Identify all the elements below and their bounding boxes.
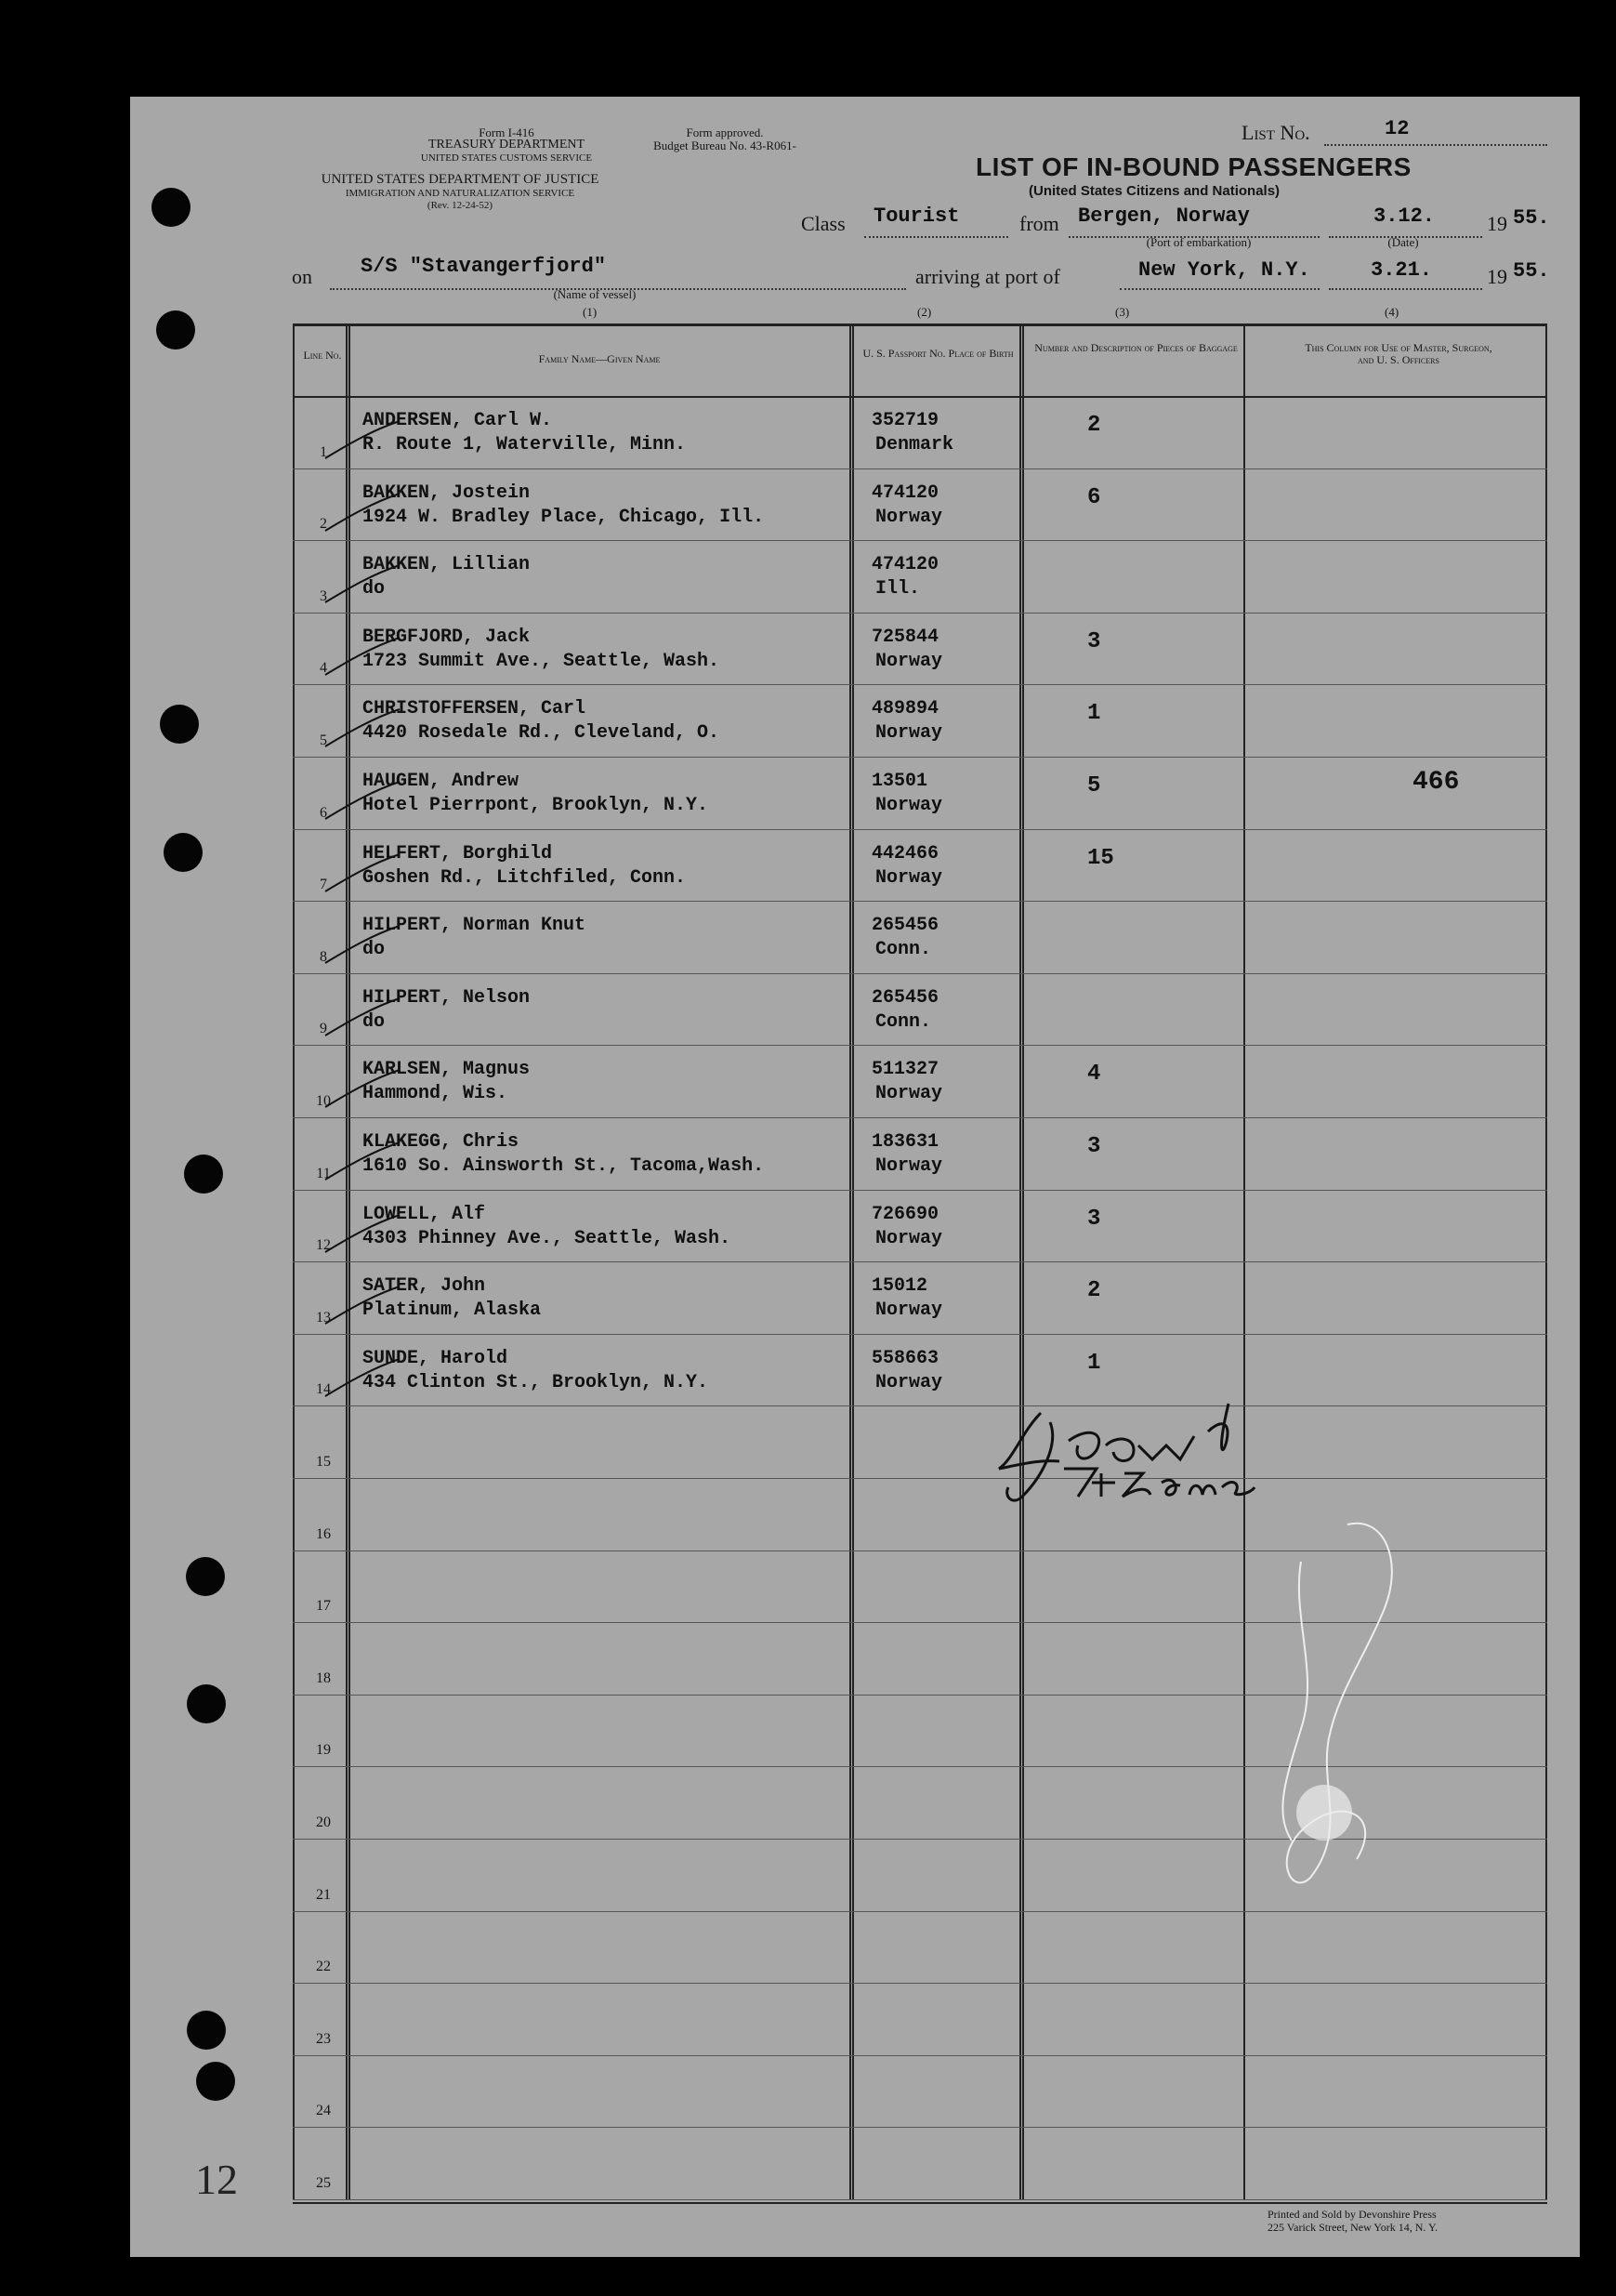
- row-line-number: 12: [316, 1237, 331, 1254]
- row-line-number: 23: [316, 2030, 331, 2047]
- row-line-number: 9: [320, 1021, 327, 1037]
- passport-number: 489894: [872, 698, 939, 720]
- passenger-address: Hotel Pierrpont, Brooklyn, N.Y.: [362, 795, 709, 816]
- page-subtitle: (United States Citizens and Nationals): [1029, 183, 1281, 199]
- place-of-birth: Norway: [875, 1300, 943, 1322]
- binder-hole: [156, 310, 195, 350]
- table-row: [293, 1261, 1547, 1262]
- fiber-artifact: [1236, 1506, 1422, 1906]
- table-row: [293, 613, 1547, 614]
- passport-number: 474120: [872, 554, 939, 576]
- row-line-number: 24: [316, 2103, 331, 2119]
- form-approved: Form approved.: [686, 125, 764, 139]
- arriving-label: arriving at port of: [915, 265, 1060, 288]
- passenger-address: Hammond, Wis.: [362, 1083, 508, 1105]
- column-number-4: (4): [1385, 305, 1399, 319]
- passenger-address: 434 Clinton St., Brooklyn, N.Y.: [362, 1371, 709, 1393]
- baggage-count: 1: [1087, 1350, 1101, 1376]
- baggage-count: 6: [1087, 484, 1101, 510]
- passenger-name: LOWELL, Alf: [362, 1203, 486, 1225]
- row-line-number: 8: [320, 948, 327, 965]
- place-of-birth: Ill.: [875, 578, 921, 600]
- row-line-number: 7: [320, 877, 327, 893]
- officer-note: 466: [1412, 768, 1460, 797]
- table-row: [293, 2199, 1547, 2200]
- arrival-date: 3.21.: [1371, 258, 1433, 282]
- passenger-name: CHRISTOFFERSEN, Carl: [362, 698, 586, 720]
- passenger-address: R. Route 1, Waterville, Minn.: [362, 434, 687, 455]
- passenger-table: [293, 323, 1547, 2204]
- baggage-count: 3: [1087, 1134, 1101, 1159]
- column-number-1: (1): [583, 305, 598, 319]
- passport-number: 442466: [872, 842, 939, 864]
- arrival-port: New York, N.Y.: [1138, 258, 1310, 282]
- port-of-embarkation: Bergen, Norway: [1078, 205, 1250, 228]
- row-line-number: 3: [320, 587, 327, 604]
- binder-hole: [187, 1684, 226, 1723]
- form-id: Form I-416: [479, 125, 534, 139]
- passenger-name: ANDERSEN, Carl W.: [362, 410, 553, 431]
- list-no-label: List No.: [1242, 121, 1310, 144]
- vessel-name: S/S "Stavangerfjord": [361, 255, 607, 278]
- check-mark: [321, 1210, 404, 1257]
- place-of-birth: Norway: [875, 1083, 943, 1105]
- binder-hole: [151, 188, 191, 227]
- embark-year-prefix: 19: [1487, 212, 1507, 235]
- check-mark: [321, 921, 404, 968]
- place-of-birth: Norway: [875, 506, 943, 528]
- table-row: [293, 684, 1547, 685]
- baggage-count: 1: [1087, 701, 1101, 727]
- check-mark: [321, 1065, 404, 1112]
- printer-line-2: 225 Varick Street, New York 14, N. Y.: [1268, 2221, 1439, 2234]
- col-header-officers: This Column for Use of Master, Surgeon, and U. S. Officers: [1305, 341, 1492, 366]
- baggage-count: 15: [1087, 845, 1114, 871]
- table-row: [293, 1405, 1547, 1406]
- binder-hole: [187, 2011, 226, 2050]
- row-line-number: 6: [320, 804, 327, 821]
- budget-bureau: Budget Bureau No. 43-R061-: [653, 139, 796, 152]
- passenger-address: Goshen Rd., Litchfiled, Conn.: [362, 866, 687, 889]
- place-of-birth: Norway: [875, 722, 943, 745]
- passenger-address: 1924 W. Bradley Place, Chicago, Ill.: [362, 506, 765, 528]
- table-row: [293, 2127, 1547, 2128]
- check-mark: [321, 1354, 404, 1401]
- column-number-3: (3): [1115, 305, 1130, 319]
- embark-year: 55.: [1513, 206, 1550, 230]
- place-of-birth: Norway: [875, 795, 943, 816]
- baggage-count: 2: [1087, 413, 1101, 438]
- place-of-birth: Conn.: [875, 939, 932, 961]
- passenger-name: BERGFJORD, Jack: [362, 626, 531, 648]
- passport-number: 183631: [872, 1131, 939, 1153]
- table-row: [293, 757, 1547, 758]
- check-mark: [321, 633, 404, 680]
- passenger-address: do: [362, 939, 386, 961]
- from-label: from: [1019, 212, 1059, 235]
- table-row: [293, 1911, 1547, 1912]
- row-line-number: 21: [316, 1886, 331, 1903]
- table-row: [293, 901, 1547, 902]
- check-mark: [321, 1138, 404, 1184]
- treasury-dept: TREASURY DEPARTMENT: [427, 138, 585, 152]
- customs-service: UNITED STATES CUSTOMS SERVICE: [420, 152, 593, 164]
- row-line-number: 5: [320, 732, 327, 748]
- page-title: LIST OF IN-BOUND PASSENGERS: [976, 152, 1412, 181]
- passport-number: 13501: [872, 771, 928, 792]
- binder-hole: [186, 1557, 225, 1596]
- passenger-name: BAKKEN, Lillian: [362, 554, 531, 576]
- col-header-passport: U. S. Passport No. Place of Birth: [862, 347, 1014, 360]
- baggage-count: 3: [1087, 1206, 1101, 1232]
- passport-number: 15012: [872, 1275, 928, 1298]
- passenger-address: 4303 Phinney Ave., Seattle, Wash.: [362, 1227, 731, 1249]
- row-line-number: 22: [316, 1959, 331, 1975]
- margin-mark: 12: [195, 2156, 238, 2203]
- col-header-line-no: Line No.: [303, 349, 342, 362]
- row-line-number: 13: [316, 1309, 331, 1326]
- row-line-number: 1: [320, 443, 327, 460]
- check-mark: [321, 850, 404, 896]
- table-row: [293, 1045, 1547, 1046]
- place-of-birth: Norway: [875, 1155, 943, 1177]
- passenger-name: KLAKEGG, Chris: [362, 1131, 519, 1153]
- passenger-address: 1723 Summit Ave., Seattle, Wash.: [362, 650, 720, 672]
- binder-hole: [160, 705, 199, 744]
- row-line-number: 18: [316, 1669, 331, 1686]
- on-label: on: [292, 265, 312, 288]
- signature-time: [1022, 1469, 1025, 1470]
- passport-number: 726690: [872, 1203, 939, 1225]
- row-line-number: 2: [320, 516, 327, 533]
- check-mark: [321, 1282, 404, 1328]
- row-line-number: 4: [320, 660, 327, 677]
- passenger-name: HILPERT, Norman Knut: [362, 915, 586, 937]
- arrival-year: 55.: [1513, 259, 1550, 283]
- col-header-baggage: Number and Description of Pieces of Baggage: [1034, 341, 1238, 354]
- class-value: Tourist: [874, 205, 960, 228]
- place-of-birth: Norway: [875, 1227, 943, 1249]
- row-line-number: 20: [316, 1814, 331, 1830]
- table-row: [293, 1117, 1547, 1118]
- class-label: Class: [801, 212, 846, 235]
- row-line-number: 17: [316, 1598, 331, 1615]
- passenger-name: HILPERT, Nelson: [362, 986, 531, 1009]
- check-mark: [321, 489, 404, 535]
- col-header-name: Family Name—Given Name: [538, 352, 661, 365]
- place-of-birth: Denmark: [875, 434, 954, 455]
- signature-text: [1022, 1436, 1026, 1437]
- place-of-birth: Conn.: [875, 1010, 932, 1033]
- table-row: [293, 973, 1547, 974]
- port-caption: (Port of embarkation): [1146, 235, 1252, 249]
- header-divider: [293, 396, 1547, 398]
- check-mark: [321, 705, 404, 751]
- check-mark: [321, 416, 404, 463]
- table-row: [293, 1478, 1547, 1479]
- form-revision: (Rev. 12-24-52): [427, 200, 493, 211]
- baggage-count: 5: [1087, 773, 1101, 798]
- passport-number: 511327: [872, 1059, 939, 1081]
- row-line-number: 25: [316, 2175, 331, 2191]
- passenger-name: SUNDE, Harold: [362, 1347, 508, 1369]
- passenger-name: HELFERT, Borghild: [362, 842, 553, 864]
- check-mark: [321, 777, 404, 824]
- passenger-address: Platinum, Alaska: [362, 1300, 542, 1322]
- passport-number: 265456: [872, 915, 939, 937]
- baggage-count: 2: [1087, 1278, 1101, 1304]
- table-row: [293, 468, 1547, 469]
- baggage-count: 3: [1087, 628, 1101, 654]
- row-line-number: 16: [316, 1525, 331, 1542]
- row-line-number: 10: [316, 1093, 331, 1109]
- table-row: [293, 540, 1547, 541]
- ins-service: IMMIGRATION AND NATURALIZATION SERVICE: [345, 188, 575, 199]
- check-mark: [321, 994, 404, 1040]
- table-row: [293, 2055, 1547, 2056]
- passenger-address: do: [362, 578, 386, 600]
- passenger-address: do: [362, 1010, 386, 1033]
- place-of-birth: Norway: [875, 1371, 943, 1393]
- date-caption: (Date): [1387, 235, 1419, 249]
- printer-line-1: Printed and Sold by Devonshire Press: [1268, 2208, 1437, 2221]
- binder-hole: [164, 833, 203, 872]
- baggage-count: 4: [1087, 1062, 1101, 1088]
- passenger-name: BAKKEN, Jostein: [362, 482, 531, 504]
- column-number-2: (2): [917, 305, 932, 319]
- row-line-number: 11: [316, 1165, 331, 1181]
- table-row: [293, 1334, 1547, 1335]
- binder-hole: [184, 1155, 223, 1194]
- place-of-birth: Norway: [875, 866, 943, 889]
- embark-date: 3.12.: [1373, 205, 1436, 228]
- table-row: [293, 829, 1547, 830]
- passport-number: 725844: [872, 626, 939, 648]
- passenger-name: HAUGEN, Andrew: [362, 771, 519, 792]
- vessel-caption: (Name of vessel): [553, 287, 637, 301]
- place-of-birth: Norway: [875, 650, 943, 672]
- list-no-field: [1324, 122, 1547, 146]
- row-line-number: 15: [316, 1454, 331, 1470]
- passenger-address: 1610 So. Ainsworth St., Tacoma,Wash.: [362, 1155, 765, 1177]
- row-line-number: 14: [316, 1381, 331, 1398]
- justice-dept: UNITED STATES DEPARTMENT OF JUSTICE: [321, 172, 599, 187]
- passport-number: 474120: [872, 482, 939, 504]
- table-row: [293, 1190, 1547, 1191]
- row-line-number: 19: [316, 1742, 331, 1759]
- binder-hole: [196, 2062, 235, 2101]
- check-mark: [321, 561, 404, 607]
- passport-number: 352719: [872, 410, 939, 431]
- passenger-address: 4420 Rosedale Rd., Cleveland, O.: [362, 722, 720, 745]
- arrival-year-prefix: 19: [1487, 265, 1507, 288]
- passenger-name: KARLSEN, Magnus: [362, 1059, 531, 1081]
- passport-number: 558663: [872, 1347, 939, 1369]
- passenger-name: SATER, John: [362, 1275, 486, 1298]
- inspector-signature: [985, 1394, 1292, 1515]
- list-no-value: 12: [1385, 117, 1410, 140]
- passport-number: 265456: [872, 986, 939, 1009]
- table-row: [293, 1983, 1547, 1984]
